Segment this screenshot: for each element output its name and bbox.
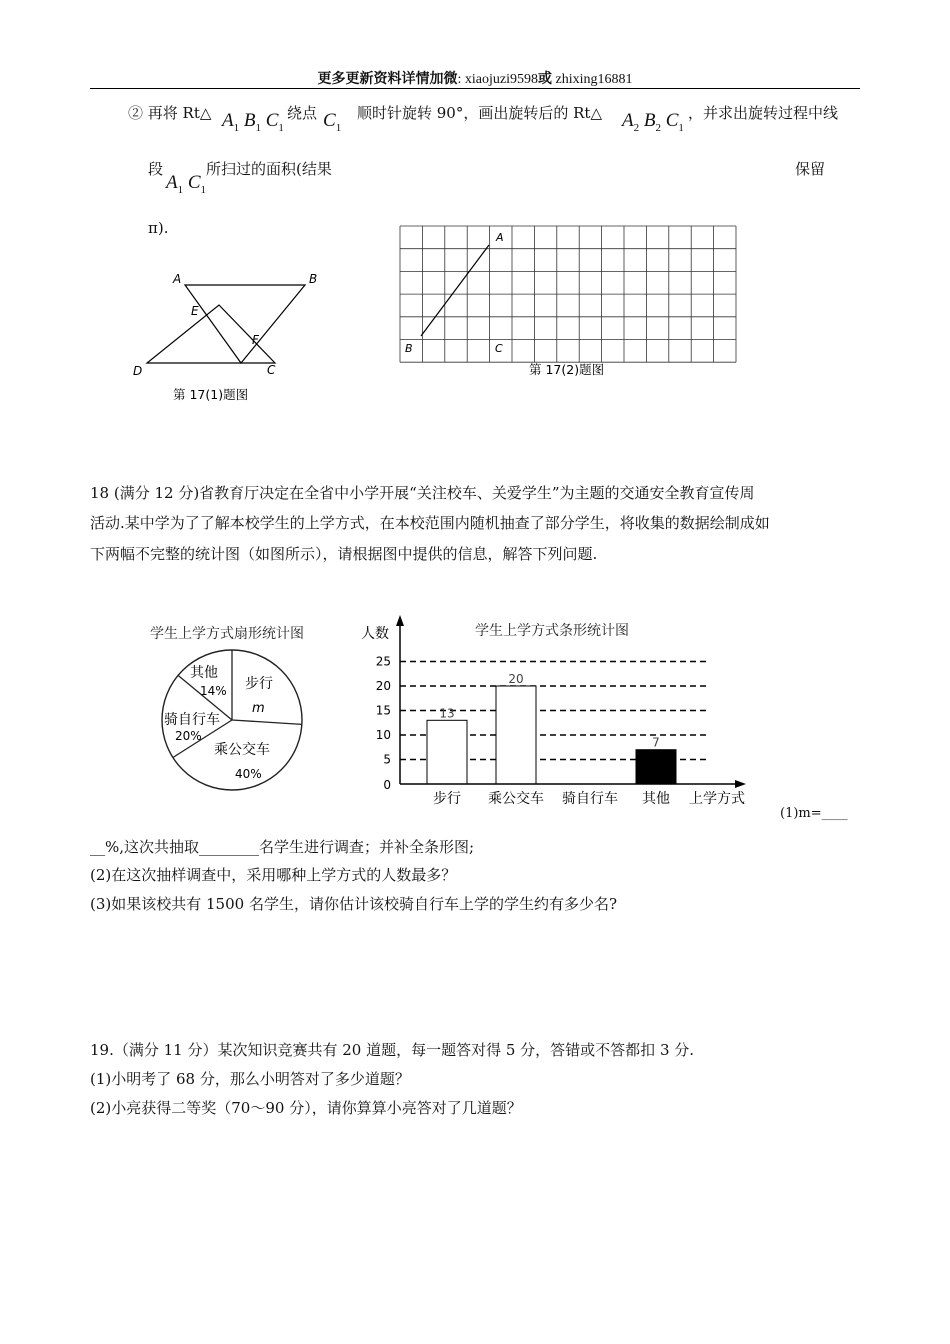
pie-chart bbox=[140, 618, 330, 798]
pie-value-walk: m bbox=[252, 701, 265, 716]
figure-17-2 bbox=[395, 222, 745, 382]
fig2-label-a: A bbox=[496, 231, 504, 244]
q17-math-a1c1: $A_1$ $C_1$ bbox=[166, 172, 207, 196]
header-divider bbox=[90, 88, 860, 89]
q17-line2-c: 保留 bbox=[795, 160, 826, 178]
bar-value-label-3: 7 bbox=[652, 735, 660, 750]
bar-1 bbox=[496, 686, 536, 784]
q19-line1: 19.（满分 11 分）某次知识竞赛共有 20 道题，每一题答对得 5 分，答错或不答都扣 3 分. bbox=[90, 1041, 695, 1059]
q18-line3: 下两幅不完整的统计图（如图所示），请根据图中提供的信息，解答下列问题. bbox=[90, 545, 598, 563]
q18-sub3: (3)如果该校共有 1500 名学生，请你估计该校骑自行车上学的学生约有多少名? bbox=[90, 895, 618, 913]
xtick-0: 步行 bbox=[433, 791, 461, 807]
q17-line3: π). bbox=[148, 219, 169, 237]
header-wechat-1: : xiaojuzi9598 bbox=[457, 72, 538, 87]
q17-math-a2b2c1: $A_2$ $B_2$ $C_1$ bbox=[622, 110, 684, 134]
header-or: 或 bbox=[538, 71, 552, 87]
pie-label-bus: 乘公交车 bbox=[214, 742, 270, 758]
figure-17-1 bbox=[125, 265, 335, 410]
ytick-20: 20 bbox=[375, 679, 391, 693]
fig1-label-c: C bbox=[267, 363, 276, 377]
fig1-caption: 第 17(1)题图 bbox=[173, 387, 249, 402]
q17-math-a1b1c1: $A_1$ $B_1$ $C_1$ bbox=[222, 110, 284, 134]
bar-0 bbox=[427, 720, 467, 784]
y-axis-arrow bbox=[396, 615, 404, 626]
header-wechat-2: zhixing16881 bbox=[552, 72, 633, 87]
bar-value-label-1: 20 bbox=[508, 672, 524, 686]
q17-line2-a: 段 bbox=[148, 160, 164, 178]
bar-chart bbox=[355, 612, 755, 812]
bar-xlabel: 上学方式 bbox=[689, 791, 745, 807]
fig1-label-b: B bbox=[309, 272, 318, 286]
bar-3 bbox=[636, 750, 676, 784]
pie-label-bike: 骑自行车 bbox=[164, 712, 220, 728]
fig2-label-b: B bbox=[405, 342, 413, 355]
bar-title: 学生上学方式条形统计图 bbox=[475, 623, 629, 639]
ytick-5: 5 bbox=[383, 752, 391, 767]
q18-sub1-end: (1)m=____ bbox=[780, 806, 848, 821]
pie-value-bus: 40% bbox=[235, 767, 262, 781]
x-axis-arrow bbox=[735, 780, 746, 788]
pie-label-other: 其他 bbox=[190, 665, 218, 681]
ytick-0: 0 bbox=[383, 778, 391, 792]
q18-line2: 活动.某中学为了了解本校学生的上学方式，在本校范围内随机抽查了部分学生，将收集的数据绘制成如 bbox=[90, 514, 770, 532]
q17-math-c1: $C_1$ bbox=[323, 110, 342, 134]
ytick-15: 15 bbox=[375, 703, 391, 718]
fig1-label-d: D bbox=[133, 364, 143, 378]
pie-value-other: 14% bbox=[200, 684, 227, 698]
fig2-label-c: C bbox=[495, 342, 503, 355]
pie-title: 学生上学方式扇形统计图 bbox=[150, 626, 304, 642]
ytick-25: 25 bbox=[375, 654, 391, 669]
bar-value-label-0: 13 bbox=[439, 706, 455, 721]
q19-line3: (2)小亮获得二等奖（70～90 分），请你算算小亮答对了几道题？ bbox=[90, 1099, 522, 1117]
q17-line1-b: 绕点 bbox=[287, 104, 318, 122]
bar-marks bbox=[427, 672, 676, 784]
q19-line2: (1)小明考了 68 分，那么小明答对了多少道题？ bbox=[90, 1070, 410, 1088]
q18-sub2: (2)在这次抽样调查中，采用哪种上学方式的人数最多？ bbox=[90, 866, 457, 884]
bar-yticks bbox=[376, 655, 391, 793]
pie-value-bike: 20% bbox=[175, 729, 202, 743]
page-header bbox=[90, 68, 860, 88]
fig2-caption: 第 17(2)题图 bbox=[529, 362, 605, 377]
q17-line1-d: ，并求出旋转过程中线 bbox=[688, 104, 839, 122]
bar-xlabels bbox=[433, 790, 670, 807]
triangle-abc bbox=[185, 285, 305, 363]
fig1-label-f: F bbox=[252, 333, 259, 347]
pie-slice-edge-1 bbox=[232, 720, 302, 724]
bar-ylabel: 人数 bbox=[361, 626, 389, 642]
fig1-label-a: A bbox=[173, 272, 182, 286]
fig1-label-e: E bbox=[191, 304, 199, 318]
header-text: 更多更新资料详情加微 bbox=[317, 71, 458, 87]
ytick-10: 10 bbox=[375, 728, 391, 742]
xtick-2: 骑自行车 bbox=[562, 791, 618, 807]
pie-label-walk: 步行 bbox=[245, 676, 273, 692]
q18-sub1: __%,这次共抽取________名学生进行调查；并补全条形图; bbox=[90, 838, 475, 856]
xtick-3: 其他 bbox=[642, 791, 670, 807]
q17-line1-a: ② 再将 Rt△ bbox=[128, 104, 212, 122]
square-grid bbox=[400, 226, 736, 362]
xtick-1: 乘公交车 bbox=[488, 791, 544, 807]
q18-line1: 18 (满分 12 分)省教育厅决定在全省中小学开展“关注校车、关爱学生”为主题的交通安全教育宣传周 bbox=[90, 484, 755, 502]
segment-ab bbox=[421, 245, 489, 336]
q17-line2-b: 所扫过的面积(结果 bbox=[206, 160, 332, 178]
q17-line1-c: 顺时针旋转 90°，画出旋转后的 Rt△ bbox=[357, 104, 602, 122]
